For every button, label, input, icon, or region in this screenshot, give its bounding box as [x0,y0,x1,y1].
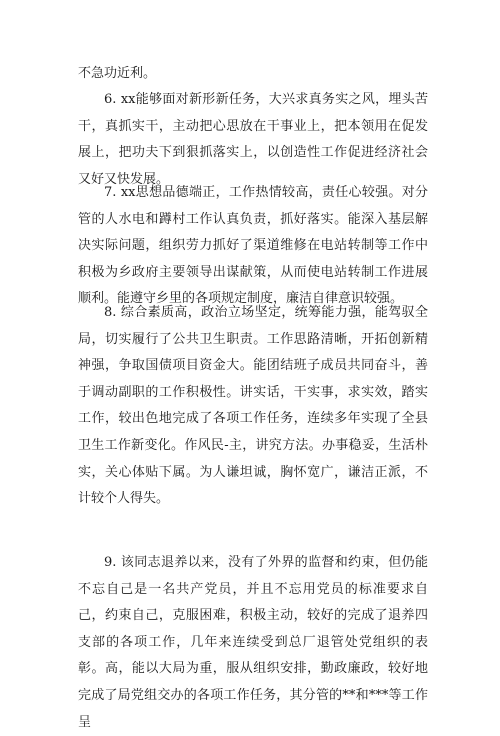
paragraph-item-9: 9. 该同志退养以来，没有了外界的监督和约束，但仍能不忘自己是一名共产党员，并且不忘用党员的标准要求自己，约束自己，克服困难，积极主动，较好的完成了退养四支部的各项工作，几年来连续受到总厂退管处党组织的表彰。高，能以大局为重，服从组织安排，勤政廉政，较好地完成了局党组交办的各项工作任务，其分管的**和***等工作呈 [78,555,428,730]
paragraph-item-6: 6. xx能够面对新形新任务，大兴求真务实之风，埋头苦干，真抓实干，主动把心思放在干事业上，把本领用在促发展上，把功夫下到狠抓落实上，以创造性工作促进经济社会又好又快发展。 [78,92,428,187]
paragraph-item-8: 8. 综合素质高，政治立场坚定，统筹能力强，能驾驭全局，切实履行了公共卫生职责。工作思路清晰，开拓创新精神强，争取国债项目资金大。能团结班子成员共同奋斗，善于调动副职的工作积极性。讲实话，干实事，求实效，踏实工作，较出色地完成了各项工作任务，连续多年实现了全县卫生工作新变化。作风民-主，讲究方法。办事稳妥，生活朴实，关心体贴下属。为人谦坦诚，胸怀宽广，谦洁正派，不计较个人得失。 [78,305,428,507]
paragraph-continuation: 不急功近利。 [78,66,157,81]
paragraph-item-7: 7. xx思想品德端正，工作热情较高，责任心较强。对分管的人水电和蹲村工作认真负责，抓好落实。能深入基层解决实际问题，组织劳力抓好了渠道维修在电站转制等工作中积极为乡政府主要领导出谋献策，从而使电站转制工作进展顺利。能遵守乡里的各项规定制度，廉洁自律意识较强。 [78,185,428,307]
